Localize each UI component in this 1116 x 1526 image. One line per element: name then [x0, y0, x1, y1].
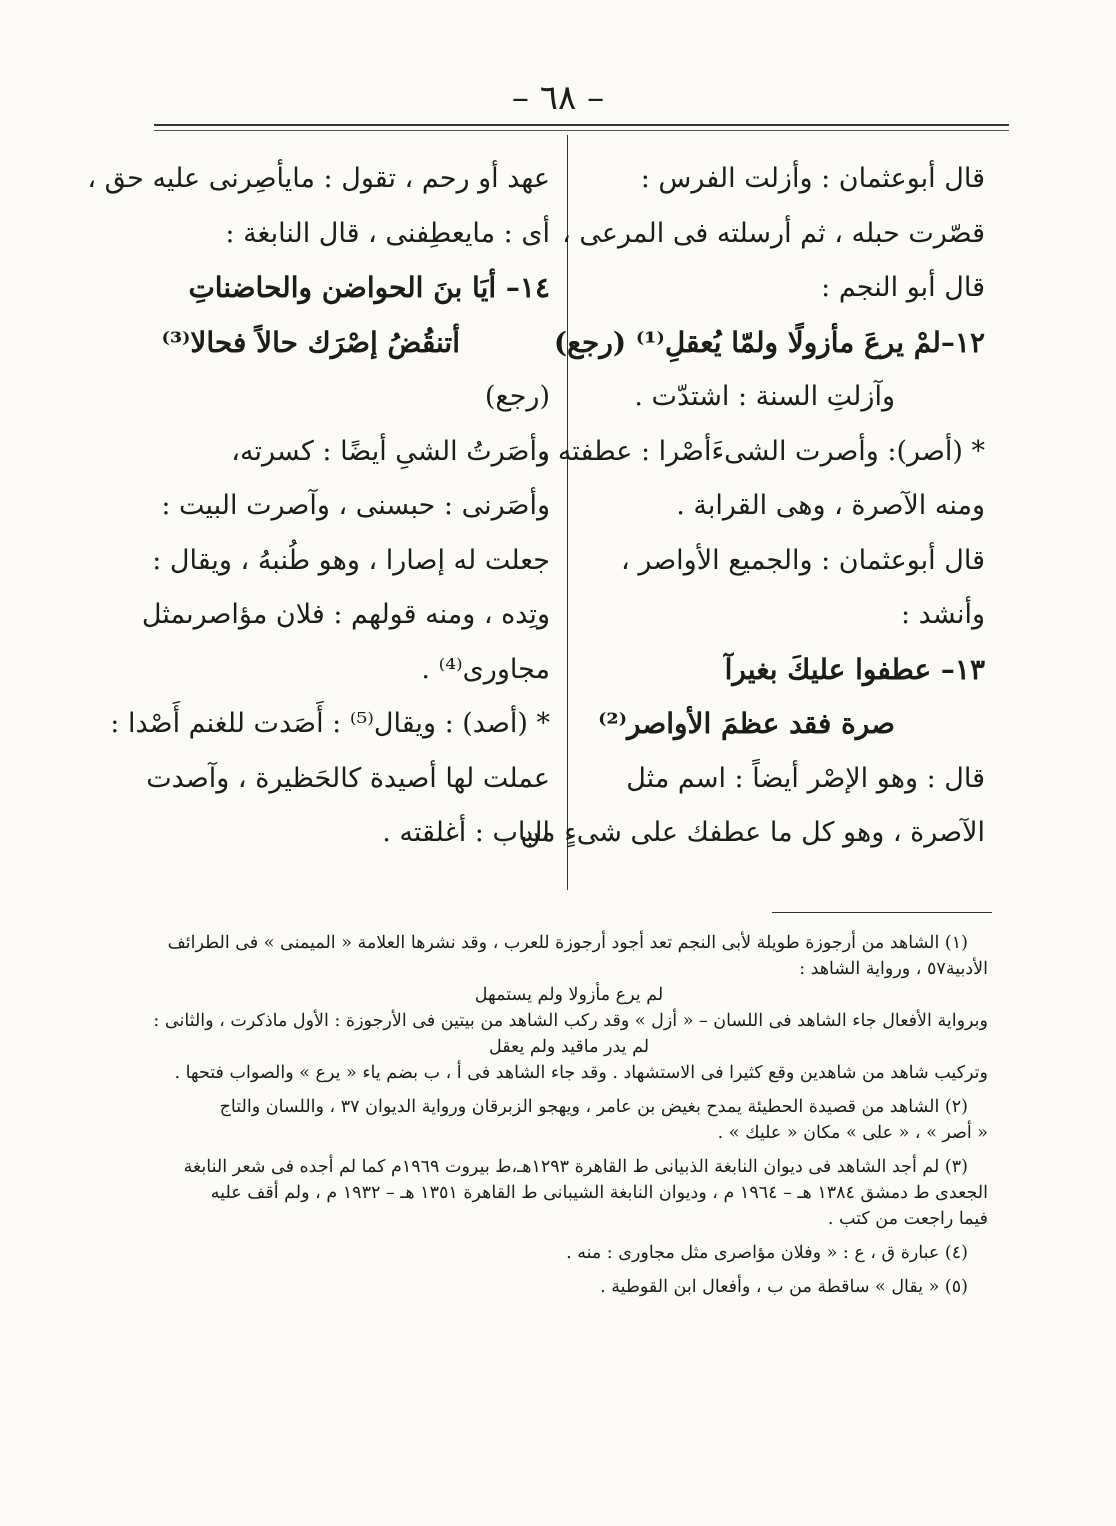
footnote-line: « أصر » ، « على » مكان « عليك » . [717, 1123, 988, 1143]
text-line: ومنه الآصرة ، وهى القرابة . [676, 490, 985, 521]
footnote-rule [772, 912, 992, 913]
footnote-gap [150, 1232, 988, 1240]
left-column [87, 152, 550, 861]
footnote-line: الجعدى ط دمشق ١٣٨٤ هـ – ١٩٦٤ م ، وديوان النابغة الشيبانى ط القاهرة ١٣٥١ هـ – ١٩٣٢ م ، ولم أقف عليه [210, 1183, 988, 1203]
footnote-line: (١) الشاهد من أرجوزة طويلة لأبى النجم تعد أجود أرجوزة للعرب ، وقد نشرها العلامة « الميمنى » فى الطرائف [167, 933, 968, 953]
footnote-line: فيما راجعت من كتب . [827, 1209, 988, 1229]
text-line: ١٣– عطفوا عليكَ بغيرآ [724, 652, 985, 686]
text-line: وأنشد : [901, 599, 985, 630]
right-column [520, 152, 985, 861]
text-line: قال أبوعثمان : والجميع الأواصر ، [621, 544, 985, 576]
text-line: قال : وهو الإصْر أيضاً : اسم مثل [626, 762, 985, 794]
header-rule [154, 124, 1009, 126]
footnote-line: (٤) عبارة ق ، ع : « وفلان مؤاصرى مثل مجاورى : منه . [566, 1243, 968, 1263]
text-line: عهد أو رحم ، تقول : مايأصِرنى عليه حق ، [87, 163, 550, 194]
text-line: عملت لها أصيدة كالحَظيرة ، وآصدت [146, 762, 550, 794]
text-line: قصّرت حبله ، ثم أرسلته فى المرعى ، [562, 217, 985, 249]
footnote-line: وبرواية الأفعال جاء الشاهد فى اللسان – « أزل » وقد ركب الشاهد من بيتين فى الأرجوزة : الأول ماذكرت ، والثانى : [153, 1011, 988, 1031]
header-rule-thin [154, 130, 1009, 131]
text-line: ١٢–لمْ يرعَ مأزولًا ولمّا يُعقلِ⁽¹⁾ (رجع) [553, 325, 985, 359]
text-line: وأصَرنى : حبسنى ، وآصرت البيت : [161, 490, 550, 521]
footnote-line: (٢) الشاهد من قصيدة الحطيئة يمدح بغيض بن عامر ، ويهجو الزبرقان ورواية الديوان ٣٧ ، واللسان والتاج [219, 1097, 968, 1117]
text-line: أى : مايعطِفنى ، قال النابغة : [225, 217, 550, 249]
footnote-gap [150, 1086, 988, 1094]
text-line: * (أصر): وأصرت الشىءَأصْرا : عطفته ، [540, 435, 985, 467]
text-line: قال أبوعثمان : وأزلت الفرس : [640, 163, 985, 194]
text-line: صرة فقد عظمَ الأواصر⁽²⁾ [598, 707, 895, 740]
footnote-gap [150, 1266, 988, 1274]
footnote-line: لم يدر ماقيد ولم يعقل [488, 1037, 650, 1057]
footnote-line: وتركيب شاهد من شاهدين وقع كثيرا فى الاستشهاد . وقد جاء الشاهد فى أ ، ب بضم ياء « يرع » والصواب فتحها . [174, 1063, 988, 1083]
text-line: الباب : أغلقته . [382, 817, 550, 848]
text-line: * (أصد) : ويقال⁽⁵⁾ : أَصَدت للغنم أَصْدا : [110, 708, 550, 739]
text-line: وأصَرتُ الشىِ أيضًا : كسرته، [231, 435, 550, 467]
text-line: وتِده ، ومنه قولهم : فلان مؤاصرىمثل [141, 599, 550, 630]
footnote-line: الأدبية٥٧ ، ورواية الشاهد : [799, 959, 988, 979]
text-line: ١٤– أيَا بنَ الحواضن والحاضناتِ [188, 271, 550, 304]
text-line: أتنقُضُ إصْرَك حالاً فحالا⁽³⁾ [161, 325, 460, 359]
text-line: الآصرة ، وهو كل ما عطفك على شىءٍ من [520, 817, 985, 848]
footnote-line: لم يرع مأزولا ولم يستمهل [474, 985, 664, 1005]
text-line: قال أبو النجم : [821, 272, 985, 303]
text-line: جعلت له إصارا ، وهو طُنبهُ ، ويقال : [152, 544, 550, 576]
footnote-line: (٥) « يقال » ساقطة من ب ، وأفعال ابن القوطية . [600, 1277, 968, 1297]
text-line: (رجع) [484, 381, 550, 412]
text-line: مجاورى⁽⁴⁾ . [421, 653, 550, 685]
footnote-gap [150, 1146, 988, 1154]
page-number: – ٦٨ – [511, 78, 605, 118]
footnotes [150, 930, 988, 1300]
footnote-line: (٣) لم أجد الشاهد فى ديوان النابغة الذبيانى ط القاهرة ١٢٩٣هـ،ط بيروت ١٩٦٩م كما لم أجده فى شعر النابغة [183, 1157, 968, 1177]
text-line: وآزلتِ السنة : اشتدّت . [634, 381, 895, 412]
